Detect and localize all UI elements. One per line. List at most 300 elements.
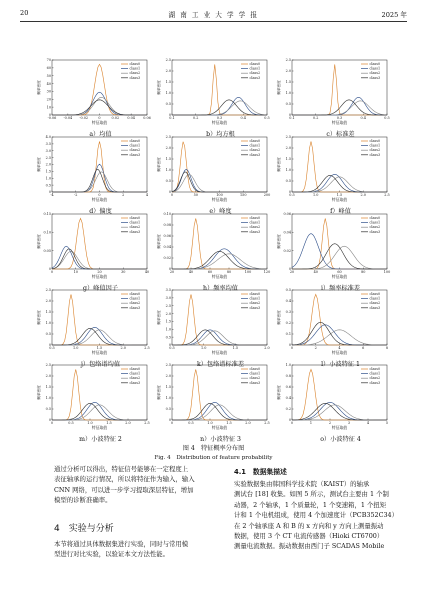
x-tick-label: 1.5 bbox=[106, 421, 112, 426]
left-paragraph-line: 通过分析可以得出，特征信号能够在一定程度上 bbox=[54, 465, 189, 473]
x-tick-label: 2.0 bbox=[360, 193, 366, 198]
figure-caption-en: Fig. 4 Distribution of feature probability bbox=[154, 455, 273, 461]
panel-caption: f）峰值 bbox=[330, 208, 351, 215]
y-tick-label: 0.8 bbox=[285, 374, 291, 379]
legend-entry: class1 bbox=[129, 143, 141, 148]
legend-entry: class2 bbox=[369, 376, 381, 381]
x-axis-label: 特征取值 bbox=[91, 273, 108, 279]
legend-entry: class1 bbox=[369, 296, 381, 301]
panel-plot bbox=[278, 60, 398, 130]
y-tick-label: 1.0 bbox=[165, 327, 171, 332]
journal-title: 湖 南 工 业 大 学 学 报 bbox=[168, 11, 259, 19]
x-tick-label: 4 bbox=[145, 193, 149, 198]
x-axis-label: 特征取值 bbox=[211, 196, 228, 202]
x-tick-label: 2.5 bbox=[144, 346, 150, 351]
legend-entry: class0 bbox=[369, 62, 381, 66]
x-tick-label: 2.5 bbox=[264, 421, 270, 426]
y-tick-label: 0 bbox=[288, 113, 291, 118]
y-tick-label: 1.0 bbox=[45, 321, 51, 326]
x-tick-label: -0.06 bbox=[47, 116, 57, 121]
y-tick-label: 0 bbox=[288, 267, 291, 272]
x-axis-label: 特征取值 bbox=[331, 273, 348, 279]
y-tick-label: 20 bbox=[46, 97, 51, 102]
legend-entry: class3 bbox=[249, 229, 261, 234]
y-tick-label: 70 bbox=[46, 58, 51, 63]
x-tick-label: 40 bbox=[188, 270, 194, 275]
x-tick-label: 1.5 bbox=[226, 421, 232, 426]
density-curve-class2 bbox=[52, 251, 147, 269]
legend-entry: class3 bbox=[369, 229, 381, 234]
x-axis-label: 特征取值 bbox=[91, 119, 108, 125]
x-tick-label: 0 bbox=[170, 193, 174, 198]
y-tick-label: 0.4 bbox=[285, 396, 291, 401]
x-tick-label: 150 bbox=[240, 193, 247, 198]
x-tick-label: 1.0 bbox=[73, 346, 79, 351]
legend-entry: class2 bbox=[369, 71, 381, 76]
legend-entry: class0 bbox=[129, 216, 141, 220]
y-tick-label: 0.02 bbox=[163, 256, 171, 261]
y-tick-label: 0.5 bbox=[165, 407, 171, 412]
y-tick-label: 0.15 bbox=[43, 212, 51, 217]
section-paragraph-line: 型进行对比实验，以验证本文方法性能。 bbox=[54, 550, 170, 559]
panel-plot bbox=[278, 137, 398, 207]
y-tick-label: 0.5 bbox=[165, 102, 171, 107]
x-tick-label: 0.5 bbox=[188, 421, 194, 426]
y-axis-label: 概率密度 bbox=[157, 234, 161, 249]
y-axis-label: 概率密度 bbox=[37, 234, 41, 249]
legend-entry: class0 bbox=[369, 216, 381, 220]
panel-caption: d）偏度 bbox=[89, 208, 112, 215]
x-tick-label: 0 bbox=[50, 270, 54, 275]
x-axis-label: 特征取值 bbox=[91, 349, 108, 355]
panel-caption: k）包络谱标准差 bbox=[196, 361, 245, 368]
y-tick-label: 0.10 bbox=[163, 212, 171, 217]
legend-entry: class0 bbox=[129, 292, 141, 296]
x-tick-label: 0 bbox=[170, 421, 174, 426]
figure-panel bbox=[38, 214, 153, 289]
legend-entry: class2 bbox=[249, 71, 261, 76]
figure-panel bbox=[158, 60, 273, 135]
right-paragraph-line: 数据，使用 3 个 CT 电流传感器（Hioki CT6700） bbox=[234, 532, 384, 541]
x-tick-label: 2.0 bbox=[264, 346, 270, 351]
x-tick-label: 5 bbox=[385, 421, 389, 426]
legend-entry: class1 bbox=[249, 66, 261, 71]
x-axis-label: 特征取值 bbox=[331, 349, 348, 355]
x-tick-label: 2 bbox=[328, 421, 332, 426]
density-curve-class3 bbox=[292, 244, 387, 269]
legend-entry: class1 bbox=[129, 296, 141, 301]
x-tick-label: 1.5 bbox=[336, 193, 343, 198]
x-tick-label: 1.5 bbox=[232, 346, 239, 351]
legend-entry: class2 bbox=[249, 301, 261, 306]
y-tick-label: 3.0 bbox=[165, 296, 171, 301]
y-tick-label: 2.0 bbox=[285, 146, 291, 151]
x-tick-label: 0.5 bbox=[264, 116, 270, 121]
figure-panel bbox=[278, 137, 393, 212]
y-axis-label: 概率密度 bbox=[157, 157, 161, 172]
legend-entry: class1 bbox=[249, 143, 261, 148]
legend-entry: class2 bbox=[249, 376, 261, 381]
density-curve-class1 bbox=[52, 246, 147, 269]
y-tick-label: 0 bbox=[48, 113, 51, 118]
figure-panel bbox=[278, 214, 393, 289]
y-tick-label: 0 bbox=[288, 343, 291, 348]
x-tick-label: 2.0 bbox=[125, 421, 131, 426]
legend-entry: class0 bbox=[249, 367, 261, 371]
x-tick-label: 0.5 bbox=[289, 193, 295, 198]
x-tick-label: 20 bbox=[289, 270, 295, 275]
y-tick-label: 1.0 bbox=[285, 168, 291, 173]
right-paragraph-line: 在 2 个轴承座 A 和 B 的 x 方向和 y 方向上测量振动 bbox=[234, 521, 384, 530]
legend-entry: class2 bbox=[129, 301, 141, 306]
panel-plot bbox=[38, 60, 158, 130]
x-tick-label: 0.3 bbox=[336, 116, 343, 121]
panel-caption: c）标准差 bbox=[326, 131, 355, 138]
y-axis-label: 概率密度 bbox=[277, 80, 281, 95]
x-tick-label: 100 bbox=[383, 270, 391, 275]
x-tick-label: 2.0 bbox=[120, 346, 126, 351]
panel-plot bbox=[158, 290, 278, 360]
y-tick-label: 0.6 bbox=[285, 385, 291, 390]
x-tick-label: 100 bbox=[244, 270, 252, 275]
x-tick-label: 0.5 bbox=[384, 116, 390, 121]
y-tick-label: 50 bbox=[46, 73, 51, 78]
density-curve-class1 bbox=[292, 325, 387, 345]
density-curve-class3 bbox=[172, 251, 267, 269]
x-tick-label: 2 bbox=[314, 346, 317, 351]
y-axis-label: 概率密度 bbox=[277, 157, 281, 172]
legend-entry: class1 bbox=[249, 371, 261, 376]
y-tick-label: 0 bbox=[48, 343, 51, 348]
y-axis-label: 概率密度 bbox=[157, 310, 161, 325]
legend-entry: class3 bbox=[369, 75, 381, 80]
x-tick-label: 0.4 bbox=[240, 116, 246, 121]
figure-panel bbox=[278, 365, 393, 440]
density-curve-class3 bbox=[52, 249, 147, 269]
y-tick-label: 30 bbox=[46, 89, 51, 94]
y-axis-label: 概率密度 bbox=[157, 80, 161, 95]
x-tick-label: 6 bbox=[362, 346, 365, 351]
y-tick-label: 0 bbox=[288, 190, 291, 195]
y-tick-label: 40 bbox=[46, 81, 51, 86]
y-axis-label: 概率密度 bbox=[37, 157, 41, 172]
panel-caption: o）小波特征 4 bbox=[320, 436, 361, 443]
panel-caption: i）频率标准差 bbox=[320, 285, 361, 292]
y-tick-label: 0.06 bbox=[163, 234, 171, 239]
x-tick-label: 0.5 bbox=[169, 346, 175, 351]
section-paragraph bbox=[54, 539, 214, 560]
density-curve-class2 bbox=[52, 172, 147, 192]
y-tick-label: 0 bbox=[168, 267, 171, 272]
density-curve-class1 bbox=[172, 249, 267, 269]
x-tick-label: 60 bbox=[207, 270, 213, 275]
y-axis-label: 概率密度 bbox=[37, 385, 41, 400]
legend-entry: class3 bbox=[249, 380, 261, 385]
y-tick-label: 10 bbox=[46, 105, 51, 110]
y-tick-label: 0 bbox=[48, 418, 51, 423]
legend-entry: class1 bbox=[369, 143, 381, 148]
y-tick-label: 1.5 bbox=[285, 157, 291, 162]
x-tick-label: 1.0 bbox=[207, 421, 213, 426]
x-tick-label: 2 bbox=[122, 193, 125, 198]
x-tick-label: -2 bbox=[74, 193, 78, 198]
legend-entry: class2 bbox=[369, 148, 381, 153]
figure-panel bbox=[38, 365, 153, 440]
density-curve-class1 bbox=[292, 234, 387, 269]
y-tick-label: 1.5 bbox=[45, 169, 51, 174]
x-tick-label: 0.4 bbox=[360, 116, 366, 121]
figure-panel bbox=[278, 60, 393, 135]
x-tick-label: 0.1 bbox=[169, 116, 175, 121]
x-tick-label: 80 bbox=[226, 270, 232, 275]
y-tick-label: 1.5 bbox=[45, 385, 51, 390]
panel-plot bbox=[38, 137, 158, 207]
y-tick-label: 3.0 bbox=[45, 148, 51, 153]
panel-plot bbox=[38, 290, 158, 360]
legend-entry: class3 bbox=[129, 380, 141, 385]
y-tick-label: 0.4 bbox=[285, 299, 291, 304]
figure-panel bbox=[158, 214, 273, 289]
panel-caption: b）均方根 bbox=[206, 131, 235, 138]
y-axis-label: 概率密度 bbox=[37, 80, 41, 95]
panel-caption: e）峰度 bbox=[209, 208, 232, 215]
y-tick-label: 2.0 bbox=[165, 146, 171, 151]
x-tick-label: 0.5 bbox=[49, 346, 55, 351]
y-tick-label: 0.5 bbox=[165, 335, 171, 340]
x-axis-label: 特征取值 bbox=[91, 424, 108, 430]
legend-entry: class1 bbox=[369, 220, 381, 225]
legend-entry: class0 bbox=[369, 367, 381, 371]
panel-plot bbox=[278, 365, 398, 435]
y-tick-label: 2.5 bbox=[45, 288, 51, 293]
legend-entry: class3 bbox=[369, 152, 381, 157]
x-axis-label: 特征取值 bbox=[331, 119, 348, 125]
y-tick-label: 1.5 bbox=[165, 80, 171, 85]
x-tick-label: 3 bbox=[347, 421, 351, 426]
panel-plot bbox=[38, 214, 158, 284]
y-tick-label: 3.5 bbox=[45, 142, 51, 147]
x-tick-label: 60 bbox=[337, 270, 342, 275]
x-tick-label: 120 bbox=[263, 270, 271, 275]
density-curve-class2 bbox=[172, 254, 267, 269]
x-tick-label: -4 bbox=[50, 193, 54, 198]
panel-plot bbox=[158, 365, 278, 435]
x-tick-label: 8 bbox=[385, 346, 389, 351]
y-tick-label: 0.3 bbox=[285, 310, 291, 315]
x-tick-label: 1.0 bbox=[200, 346, 207, 351]
density-curve-class1 bbox=[52, 92, 147, 115]
y-tick-label: 2.5 bbox=[285, 135, 291, 140]
y-tick-label: 2.5 bbox=[45, 363, 51, 368]
x-tick-label: -0.02 bbox=[79, 116, 89, 121]
subsection-title: 4.1 数据集描述 bbox=[234, 468, 287, 476]
x-tick-label: 0.1 bbox=[289, 116, 295, 121]
x-tick-label: 0 bbox=[290, 421, 294, 426]
legend-entry: class2 bbox=[249, 148, 261, 153]
x-tick-label: 0 bbox=[50, 421, 54, 426]
section-title: 4 实验与分析 bbox=[54, 524, 114, 534]
left-paragraph bbox=[54, 464, 214, 506]
density-curve-class2 bbox=[292, 246, 387, 269]
panel-caption: m）小波特征 2 bbox=[79, 436, 122, 443]
x-axis-label: 特征取值 bbox=[331, 196, 348, 202]
x-tick-label: 0.02 bbox=[111, 116, 120, 121]
y-tick-label: 2.5 bbox=[165, 303, 171, 308]
x-tick-label: 0.2 bbox=[193, 116, 199, 121]
legend-entry: class0 bbox=[249, 62, 261, 66]
y-tick-label: 1.5 bbox=[285, 80, 291, 85]
legend-entry: class0 bbox=[129, 62, 141, 66]
y-tick-label: 0.2 bbox=[285, 407, 291, 412]
legend-entry: class2 bbox=[129, 71, 141, 76]
y-axis-label: 概率密度 bbox=[277, 385, 281, 400]
y-tick-label: 0.04 bbox=[283, 230, 291, 235]
x-axis-label: 特征取值 bbox=[91, 196, 108, 202]
panel-plot bbox=[158, 60, 278, 130]
x-tick-label: 40 bbox=[313, 270, 318, 275]
x-tick-label: 0 bbox=[290, 346, 294, 351]
panel-caption: l）小波特征 1 bbox=[321, 361, 360, 368]
x-tick-label: 1 bbox=[309, 421, 313, 426]
y-tick-label: 0 bbox=[48, 190, 51, 195]
x-tick-label: 20 bbox=[97, 270, 102, 275]
y-tick-label: 0.05 bbox=[43, 248, 51, 253]
legend-entry: class0 bbox=[369, 139, 381, 143]
y-tick-label: 4.0 bbox=[45, 135, 51, 140]
legend-entry: class2 bbox=[369, 225, 381, 230]
right-paragraph-line: 计和 1 个电机组成，使用 4 个加速度计（PCB352C34） bbox=[234, 511, 399, 520]
y-tick-label: 0.5 bbox=[285, 102, 291, 107]
x-tick-label: 20 bbox=[169, 270, 175, 275]
y-tick-label: 2.0 bbox=[285, 69, 291, 74]
y-tick-label: 2.0 bbox=[45, 162, 51, 167]
y-tick-label: 60 bbox=[46, 66, 51, 71]
x-tick-label: 4 bbox=[338, 346, 341, 351]
panel-plot bbox=[38, 365, 158, 435]
right-paragraph-line: 实验数据集由韩国科学技术院（KAIST）的轴承 bbox=[234, 480, 370, 488]
panel-plot bbox=[278, 214, 398, 284]
left-paragraph-line: CNN 网络，可以进一步学习提取深层特征，增加 bbox=[54, 485, 194, 494]
x-tick-label: 1.0 bbox=[87, 421, 93, 426]
x-axis-label: 特征取值 bbox=[211, 119, 228, 125]
x-axis-label: 特征取值 bbox=[211, 424, 228, 430]
y-tick-label: 2.0 bbox=[165, 374, 171, 379]
x-tick-label: 0.5 bbox=[68, 421, 74, 426]
y-tick-label: 0.5 bbox=[45, 332, 51, 337]
x-tick-label: 0.2 bbox=[313, 116, 319, 121]
y-tick-label: 2.0 bbox=[45, 374, 51, 379]
legend-entry: class0 bbox=[129, 139, 141, 143]
legend-entry: class2 bbox=[369, 301, 381, 306]
y-tick-label: 1.5 bbox=[165, 385, 171, 390]
x-tick-label: 100 bbox=[216, 193, 223, 198]
figure-panel bbox=[158, 365, 273, 440]
y-tick-label: 1.0 bbox=[165, 91, 171, 96]
legend-entry: class3 bbox=[249, 152, 261, 157]
legend-entry: class1 bbox=[369, 371, 381, 376]
panel-plot bbox=[158, 137, 278, 207]
x-tick-label: 0 bbox=[98, 116, 101, 121]
y-tick-label: 1.0 bbox=[45, 396, 51, 401]
panel-caption: a）均值 bbox=[89, 131, 112, 138]
density-curve-class1 bbox=[52, 164, 147, 192]
y-tick-label: 0.2 bbox=[285, 321, 291, 326]
legend-entry: class0 bbox=[369, 292, 381, 296]
y-tick-label: 0.02 bbox=[283, 248, 291, 253]
panel-caption: g）峰值因子 bbox=[83, 285, 118, 292]
y-tick-label: 0 bbox=[168, 190, 171, 195]
legend-entry: class3 bbox=[249, 75, 261, 80]
legend-entry: class0 bbox=[129, 367, 141, 371]
y-tick-label: 0.5 bbox=[165, 179, 171, 184]
y-axis-label: 概率密度 bbox=[277, 310, 281, 325]
y-tick-label: 0.04 bbox=[163, 245, 171, 250]
legend-entry: class2 bbox=[129, 148, 141, 153]
y-tick-label: 0 bbox=[168, 418, 171, 423]
x-tick-label: 50 bbox=[193, 193, 198, 198]
y-tick-label: 1.0 bbox=[165, 168, 171, 173]
y-tick-label: 0.5 bbox=[285, 288, 291, 293]
y-tick-label: 1.0 bbox=[285, 363, 291, 368]
y-tick-label: 2.0 bbox=[165, 69, 171, 74]
y-tick-label: 1.0 bbox=[165, 396, 171, 401]
y-tick-label: 1.0 bbox=[45, 176, 51, 181]
y-tick-label: 2.5 bbox=[285, 58, 291, 63]
y-tick-label: 2.0 bbox=[45, 299, 51, 304]
y-axis-label: 概率密度 bbox=[37, 310, 41, 325]
figure-panel bbox=[38, 60, 153, 135]
y-tick-label: 0 bbox=[168, 113, 171, 118]
y-tick-label: 3.5 bbox=[165, 288, 171, 293]
legend-entry: class1 bbox=[249, 296, 261, 301]
legend-entry: class2 bbox=[129, 225, 141, 230]
x-tick-label: 2.5 bbox=[144, 421, 150, 426]
x-tick-label: 200 bbox=[263, 193, 271, 198]
x-tick-label: 10 bbox=[73, 270, 78, 275]
figure-panel bbox=[158, 137, 273, 212]
x-tick-label: 2.5 bbox=[384, 193, 390, 198]
x-tick-label: 4 bbox=[366, 421, 370, 426]
x-tick-label: 30 bbox=[121, 270, 126, 275]
x-axis-label: 特征取值 bbox=[331, 424, 348, 430]
legend-entry: class0 bbox=[249, 292, 261, 296]
y-tick-label: 0.5 bbox=[285, 179, 291, 184]
y-tick-label: 0 bbox=[48, 267, 51, 272]
panel-plot bbox=[158, 214, 278, 284]
y-axis-label: 概率密度 bbox=[157, 385, 161, 400]
y-tick-label: 1.5 bbox=[45, 310, 51, 315]
y-tick-label: 2.5 bbox=[45, 155, 51, 160]
legend-entry: class1 bbox=[369, 66, 381, 71]
left-paragraph-line: 表征轴承的运行情况，所以将特征作为输入，输入 bbox=[54, 475, 195, 484]
density-curve-class3 bbox=[292, 403, 387, 420]
panel-caption: n）小波特征 3 bbox=[200, 436, 241, 443]
panel-caption: j）包络谱均值 bbox=[80, 361, 121, 368]
panel-plot bbox=[278, 290, 398, 360]
y-tick-label: 2.5 bbox=[165, 58, 171, 63]
legend-entry: class2 bbox=[129, 376, 141, 381]
legend-entry: class1 bbox=[249, 220, 261, 225]
y-tick-label: 2.5 bbox=[165, 363, 171, 368]
x-tick-label: 1.0 bbox=[313, 193, 319, 198]
y-tick-label: 0.08 bbox=[163, 223, 171, 228]
section-paragraph-line: 本节将通过具体数据集进行实验，同时与常用模 bbox=[54, 540, 189, 548]
y-tick-label: 0 bbox=[168, 343, 171, 348]
legend-entry: class1 bbox=[129, 220, 141, 225]
legend-entry: class0 bbox=[249, 139, 261, 143]
x-tick-label: 0.04 bbox=[127, 116, 135, 121]
y-tick-label: 0.5 bbox=[45, 183, 51, 188]
